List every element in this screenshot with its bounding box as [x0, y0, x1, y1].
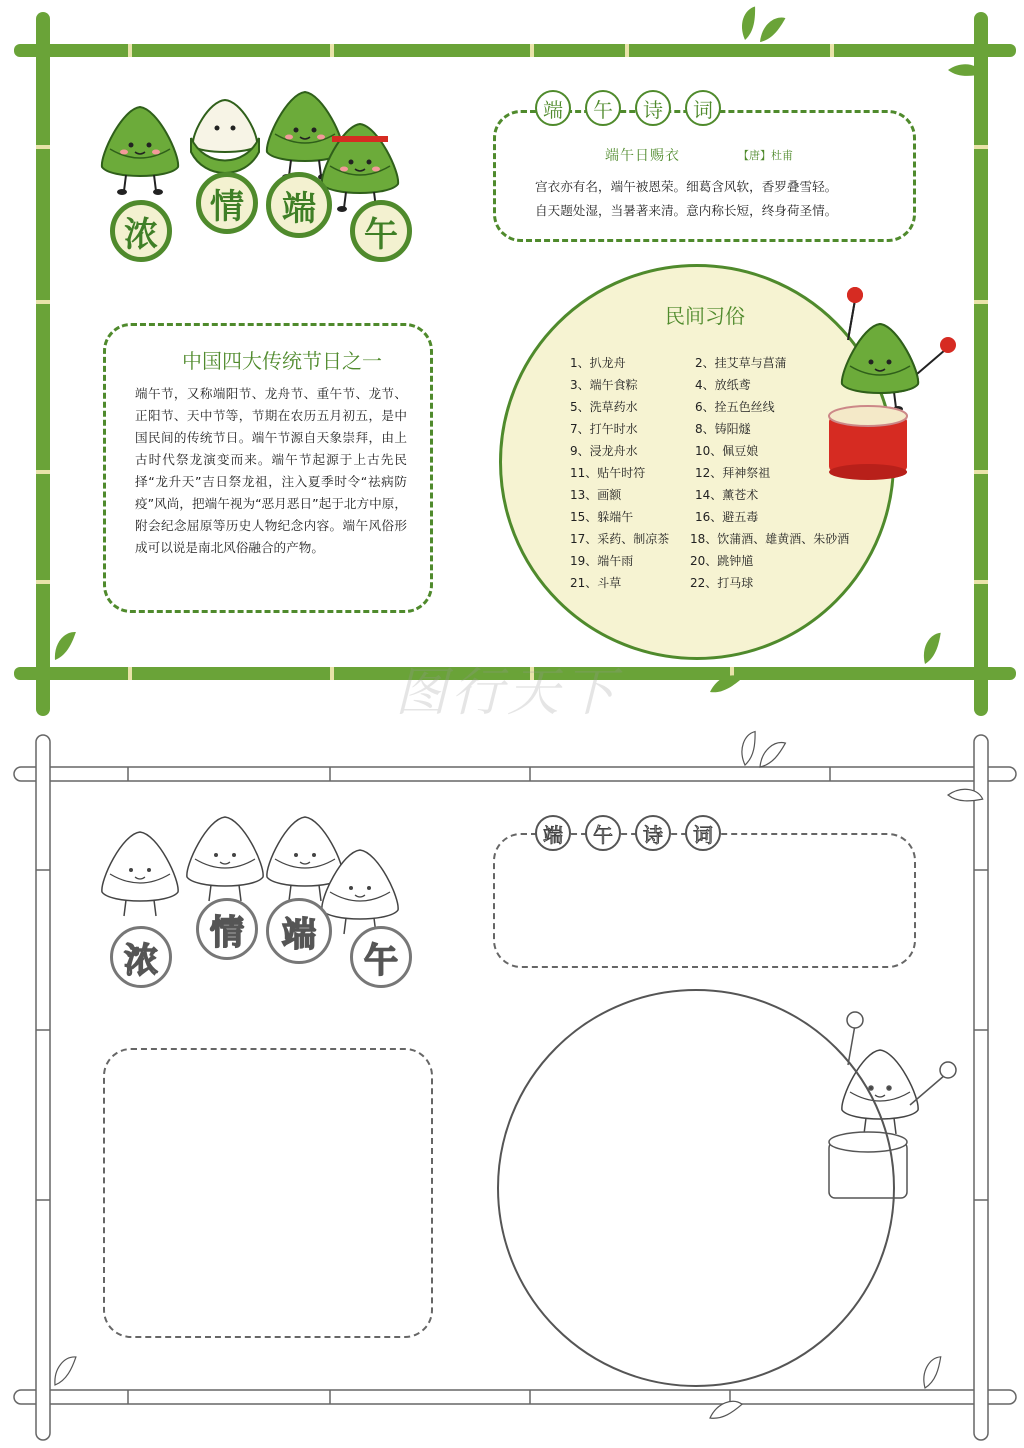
custom-item: 10、佩豆娘: [695, 444, 759, 458]
intro-box-outline: [103, 1048, 433, 1338]
custom-item: 6、拴五色丝线: [695, 400, 775, 414]
custom-item: 8、铸阳燧: [695, 422, 751, 436]
custom-item: 15、躲端午: [570, 510, 634, 524]
title-char-outline-3: 端: [266, 898, 332, 964]
intro-title: 中国四大传统节日之一: [182, 349, 382, 373]
custom-item: 18、饮蒲酒、雄黄酒、朱砂酒: [690, 532, 850, 546]
custom-item: 22、打马球: [690, 576, 754, 590]
title-char-outline-1: 浓: [110, 926, 172, 988]
title-char-outline-2: 情: [196, 898, 258, 960]
poem-heading-char-1: 端: [535, 90, 571, 126]
custom-item: 5、洗草药水: [570, 400, 638, 414]
custom-item: 12、拜神祭祖: [695, 466, 771, 480]
poem-heading-char-4: 词: [685, 90, 721, 126]
custom-item: 16、避五毒: [695, 510, 759, 524]
custom-item: 14、薰苍术: [695, 488, 759, 502]
title-char-3: 端: [266, 172, 332, 238]
custom-item: 4、放纸鸢: [695, 378, 751, 392]
custom-item: 17、采药、制凉茶: [570, 532, 670, 546]
custom-item: 20、跳钟馗: [690, 554, 754, 568]
custom-item: 11、贴午时符: [570, 466, 646, 480]
poem-heading-char-3: 诗: [635, 90, 671, 126]
title-char-4: 午: [350, 200, 412, 262]
customs-title: 民间习俗: [665, 304, 745, 328]
title-char-outline-4: 午: [350, 926, 412, 988]
poem-heading-outline-char-1: 端: [535, 815, 571, 851]
intro-text: 端午节，又称端阳节、龙舟节、重午节、龙节、正阳节、天中节等，节期在农历五月初五，是中国民间的传统节日。端午节源自天象崇拜，由上古时代祭龙演变而来。端午节起源于上古先民择“龙升天”吉日祭龙祖，注入夏季时令“祛病防疫”风尚，把端午视为“恶月恶日”起于北方中原，附会纪念屈原等历史人物纪念内容。端午风俗形成可以说是南北风俗融合的产物。: [135, 386, 407, 555]
watermark: 图行天下: [395, 663, 620, 723]
custom-item: 9、浸龙舟水: [570, 444, 638, 458]
poem-box-outline: [493, 833, 916, 968]
title-char-1: 浓: [110, 200, 172, 262]
title-char-2: 情: [196, 172, 258, 234]
custom-item: 1、扒龙舟: [570, 356, 626, 370]
poem-heading-outline-char-3: 诗: [635, 815, 671, 851]
poem-title: 端午日赐衣: [605, 148, 680, 164]
poem-author: 【唐】杜甫: [738, 149, 793, 162]
poem-heading-outline-char-2: 午: [585, 815, 621, 851]
custom-item: 2、挂艾草与菖蒲: [695, 356, 787, 370]
poem-line-2: 自天题处湿，当暑著来清。意内称长短，终身荷圣情。: [535, 203, 838, 218]
poem-line-1: 宫衣亦有名，端午被恩荣。细葛含风软，香罗叠雪轻。: [535, 179, 838, 194]
custom-item: 21、斗草: [570, 576, 622, 590]
custom-item: 7、打午时水: [570, 422, 638, 436]
custom-item: 13、画额: [570, 488, 622, 502]
poem-heading-outline-char-4: 词: [685, 815, 721, 851]
poem-heading-char-2: 午: [585, 90, 621, 126]
custom-item: 19、端午雨: [570, 554, 634, 568]
custom-item: 3、端午食粽: [570, 378, 638, 392]
